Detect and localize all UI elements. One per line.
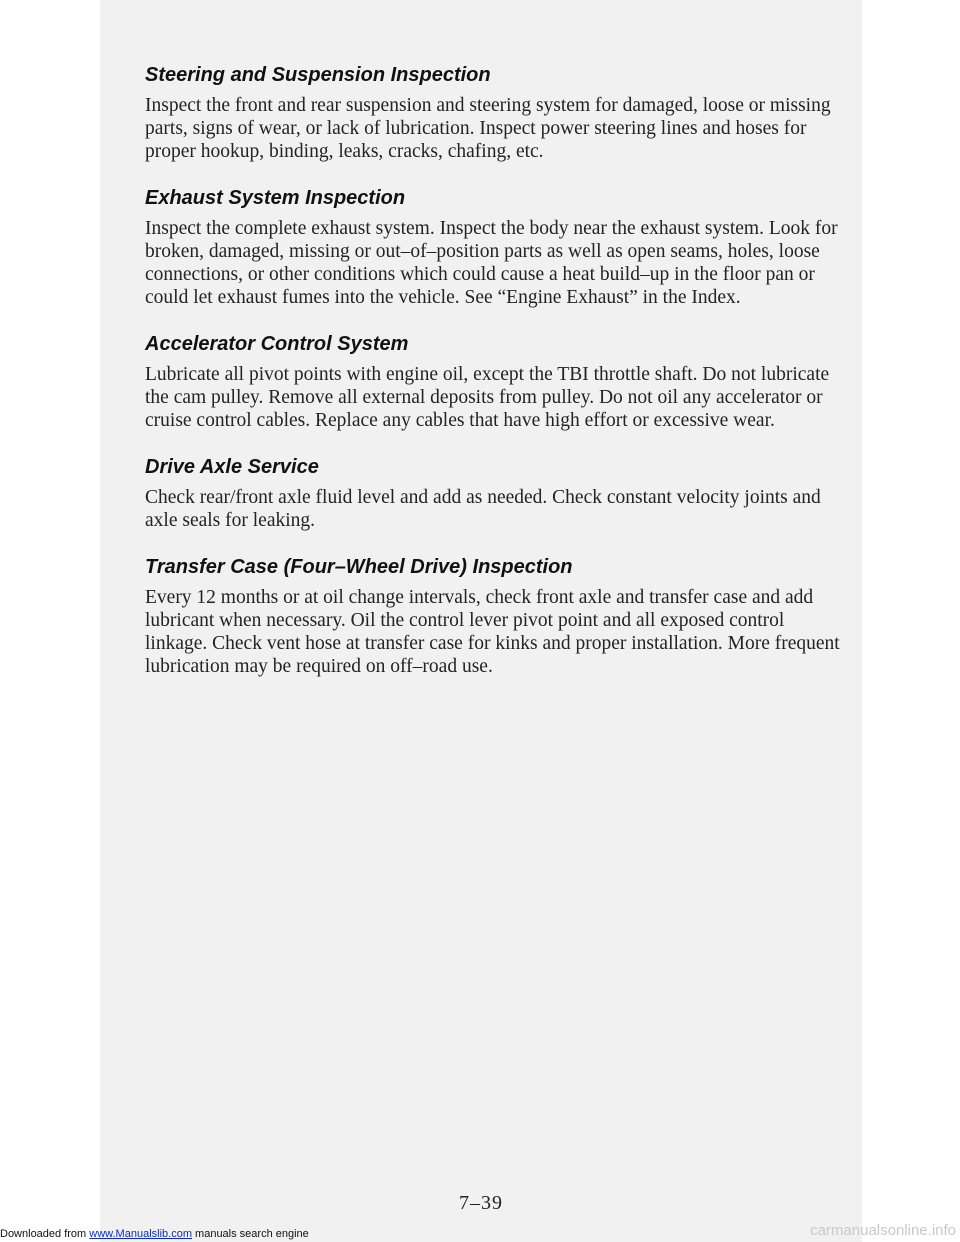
section-heading: Accelerator Control System	[145, 333, 409, 355]
section-heading: Steering and Suspension Inspection	[145, 64, 491, 86]
page-number: 7–39	[459, 1192, 503, 1214]
section-exhaust-system	[145, 185, 845, 309]
page-content	[145, 62, 845, 700]
section-steering-suspension	[145, 62, 845, 163]
section-body: Inspect the complete exhaust system. Inspect the body near the exhaust system. Look for broken, damaged, missing or out–of–position parts as well as open seams, holes, loose connections, or other conditions which could cause a heat build–up in the floor pan or could let exhaust fumes into the vehicle. See “Engine Exhaust” in the Index.	[145, 218, 838, 308]
section-body: Every 12 months or at oil change intervals, check front axle and transfer case and add lubricant when necessary. Oil the control lever pivot point and all exposed control linkage. Check vent hose at transfer case for kinks and proper installation. More frequent lubrication may be required on off–road use.	[145, 587, 840, 677]
section-body: Check rear/front axle fluid level and add as needed. Check constant velocity joints and axle seals for leaking.	[145, 487, 821, 531]
section-body: Lubricate all pivot points with engine oil, except the TBI throttle shaft. Do not lubricate the cam pulley. Remove all external deposits from pulley. Do not oil any accelerator or cruise control cables. Replace any cables that have high effort or excessive wear.	[145, 364, 830, 431]
footer-suffix: manuals search engine	[191, 1228, 309, 1240]
section-drive-axle	[145, 454, 845, 532]
watermark: carmanualsonline.info	[810, 1222, 956, 1239]
manual-page	[100, 0, 862, 1242]
manualslib-link[interactable]: www.Manualslib.com	[89, 1228, 192, 1240]
section-body: Inspect the front and rear suspension and steering system for damaged, loose or missing parts, signs of wear, or lack of lubrication. Inspect power steering lines and hoses for proper hookup, binding, leaks, cracks, chafing, etc.	[145, 95, 831, 162]
section-heading: Transfer Case (Four–Wheel Drive) Inspection	[145, 556, 573, 578]
footer-prefix: Downloaded from	[0, 1228, 90, 1240]
section-accelerator-control	[145, 331, 845, 432]
section-transfer-case	[145, 554, 845, 678]
section-heading: Exhaust System Inspection	[145, 187, 406, 209]
download-footer	[0, 1228, 309, 1240]
section-heading: Drive Axle Service	[145, 456, 319, 478]
